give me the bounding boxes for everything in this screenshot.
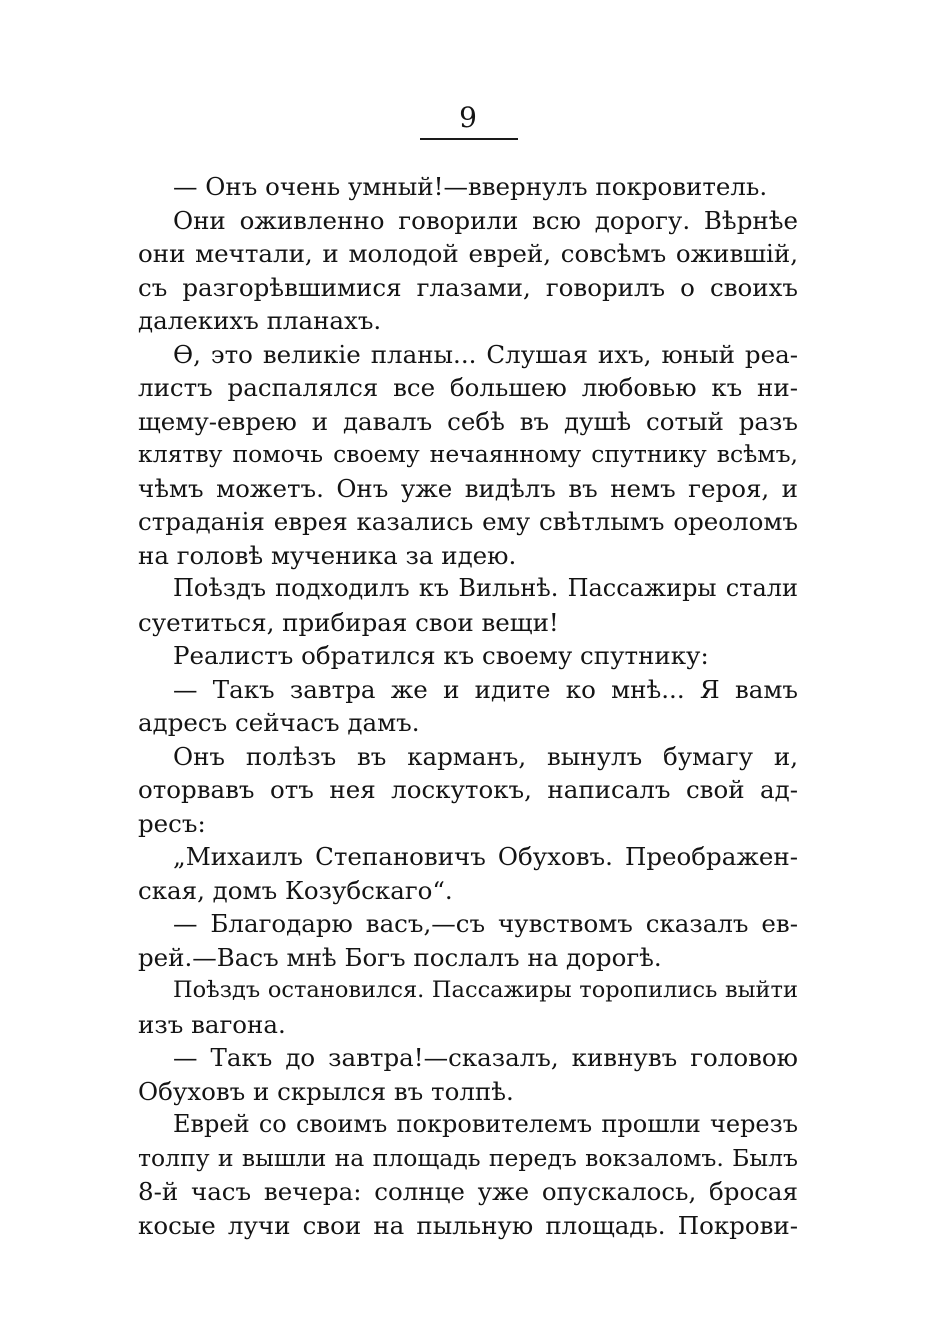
text-line: Ѳ, это великіе планы... Слушая ихъ, юный реа- [173, 339, 798, 369]
text-line: ресъ: [138, 808, 206, 838]
text-line: Они оживленно говорили всю дорогу. Вѣрнѣе [173, 205, 798, 235]
text-line: Еврей со своимъ покровителемъ прошли черезъ [173, 1110, 798, 1138]
text-line: — Благодарю васъ,—съ чувствомъ сказалъ ев- [173, 909, 798, 938]
text-line: листъ распалялся все большею любовью къ ни- [138, 373, 798, 402]
text-line: далекихъ планахъ. [138, 306, 382, 335]
page-number-rule [420, 138, 518, 140]
text-line: суетиться, прибирая свои вещи! [138, 607, 559, 637]
text-line: оторвавъ отъ нея лоскутокъ, написалъ свой ад- [138, 775, 798, 804]
text-line: „Михаилъ Степановичъ Обуховъ. Преображен- [173, 842, 798, 871]
body-text [138, 170, 798, 1242]
text-line: 8-й часъ вечера: солнце уже опускалось, бросая [138, 1177, 798, 1206]
text-line: ская, домъ Козубскаго“. [138, 875, 453, 905]
text-line: клятву помочь своему нечаянному спутнику всѣмъ, [138, 440, 798, 468]
text-line: Онъ полѣзъ въ карманъ, вынулъ бумагу и, [173, 741, 798, 771]
text-line: толпу и вышли на площадь передъ вокзаломъ. Былъ [138, 1143, 798, 1172]
text-line: — Такъ до завтра!—сказалъ, кивнувъ головою [173, 1043, 798, 1072]
text-line: щему-еврею и давалъ себѣ въ душѣ сотый разъ [138, 406, 798, 436]
text-line: чѣмъ можетъ. Онъ уже видѣлъ въ немъ героя, и [138, 473, 798, 503]
text-line: на головѣ мученика за идею. [138, 540, 517, 570]
text-line: Обуховъ и скрылся въ толпѣ. [138, 1076, 514, 1106]
text-line: они мечтали, и молодой еврей, совсѣмъ ожившій, [138, 239, 798, 268]
text-line: рей.—Васъ мнѣ Богъ послалъ на дорогѣ. [138, 942, 662, 972]
text-line: страданія еврея казались ему свѣтлымъ ореоломъ [138, 507, 798, 536]
text-line: съ разгорѣвшимися глазами, говорилъ о своихъ [138, 272, 798, 302]
text-line: Поѣздъ остановился. Пассажиры торопились выйти [173, 977, 798, 1003]
text-line: адресъ сейчасъ дамъ. [138, 708, 420, 737]
text-line: изъ вагона. [138, 1009, 286, 1039]
text-line: — Такъ завтра же и идите ко мнѣ... Я вамъ [173, 674, 798, 704]
text-line: Реалистъ обратился къ своему спутнику: [173, 641, 709, 670]
text-line: Поѣздъ подходилъ къ Вильнѣ. Пассажиры стали [173, 574, 798, 602]
page-number: 9 [459, 101, 477, 134]
text-line: — Онъ очень умный!—ввернулъ покровитель. [173, 172, 768, 201]
text-line: косые лучи свои на пыльную площадь. Покрови- [138, 1210, 798, 1240]
